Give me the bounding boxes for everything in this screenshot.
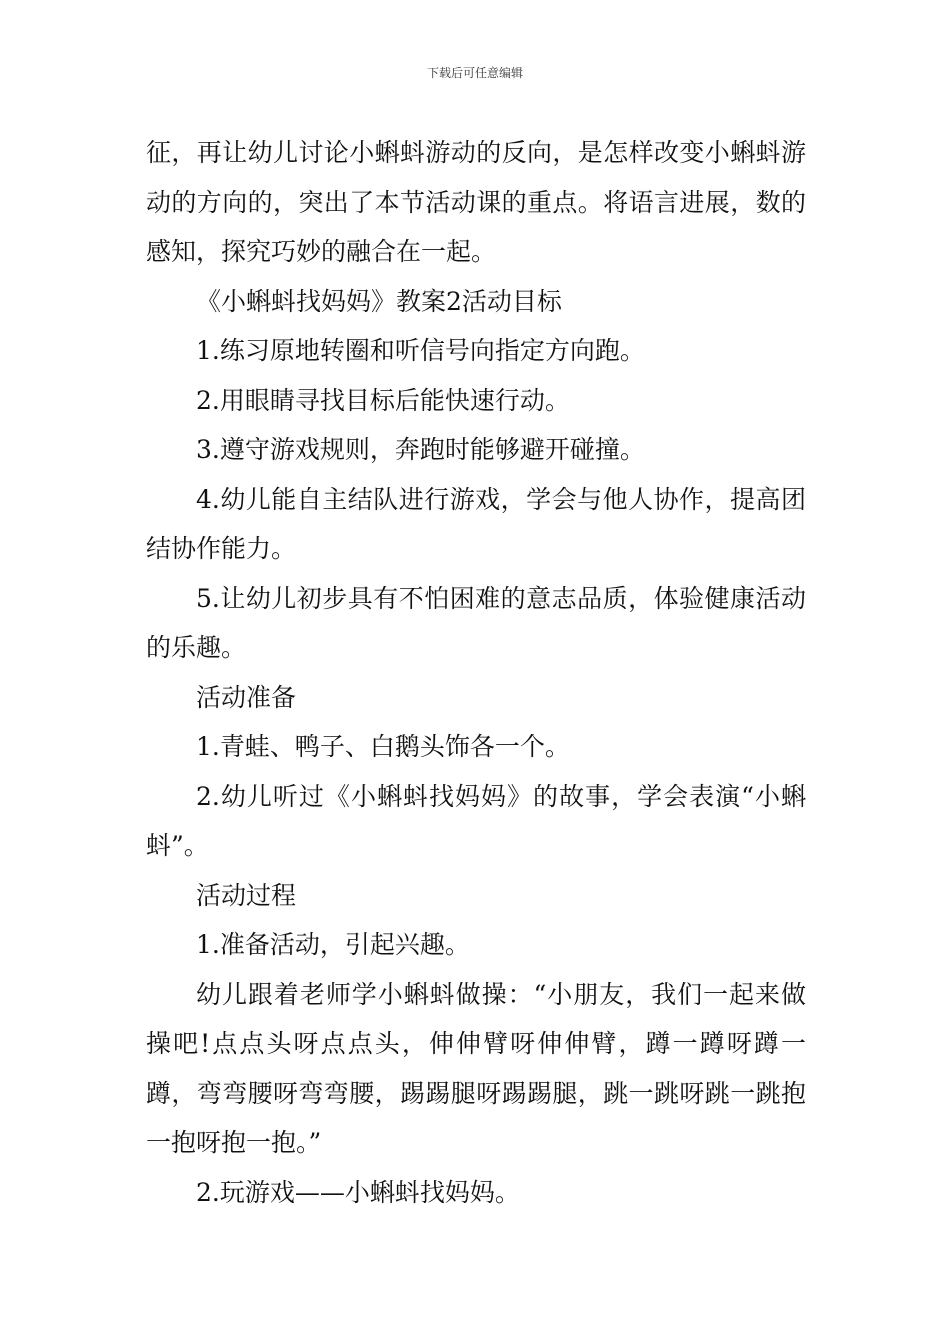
- objective-item: 5.让幼儿初步具有不怕困难的意志品质，体验健康活动的乐趣。: [146, 583, 806, 662]
- process-paragraph: 幼儿跟着老师学小蝌蚪做操：“小朋友，我们一起来做操吧!点点头呀点点头，伸伸臂呀伸伸臂，蹲一蹲呀蹲一蹲，弯弯腰呀弯弯腰，踢踢腿呀踢踢腿，跳一跳呀跳一跳抱一抱呀抱一抱。”: [146, 979, 806, 1157]
- document-body: [146, 128, 806, 1217]
- section-heading-objectives: 《小蝌蚪找妈妈》教案2活动目标: [196, 286, 562, 316]
- objective-item: 4.幼儿能自主结队进行游戏，学会与他人协作，提高团结协作能力。: [146, 484, 806, 563]
- paragraph-continuation: 征，再让幼儿讨论小蝌蚪游动的反向，是怎样改变小蝌蚪游动的方向的，突出了本节活动课的重点。将语言进展，数的感知，探究巧妙的融合在一起。: [146, 138, 806, 266]
- preparation-item: 2.幼儿听过《小蝌蚪找妈妈》的故事，学会表演“小蝌蚪”。: [146, 781, 806, 860]
- process-item: 2.玩游戏——小蝌蚪找妈妈。: [196, 1177, 520, 1207]
- section-heading-process: 活动过程: [196, 880, 297, 910]
- process-item: 1.准备活动，引起兴趣。: [196, 930, 470, 959]
- preparation-item: 1.青蛙、鸭子、白鹅头饰各一个。: [196, 732, 570, 761]
- objective-item: 3.遵守游戏规则，奔跑时能够避开碰撞。: [196, 435, 645, 464]
- page-header: 下载后可任意编辑: [426, 66, 523, 80]
- section-heading-preparation: 活动准备: [196, 682, 297, 712]
- objective-item: 2.用眼睛寻找目标后能快速行动。: [196, 385, 570, 415]
- objective-item: 1.练习原地转圈和听信号向指定方向跑。: [196, 336, 645, 365]
